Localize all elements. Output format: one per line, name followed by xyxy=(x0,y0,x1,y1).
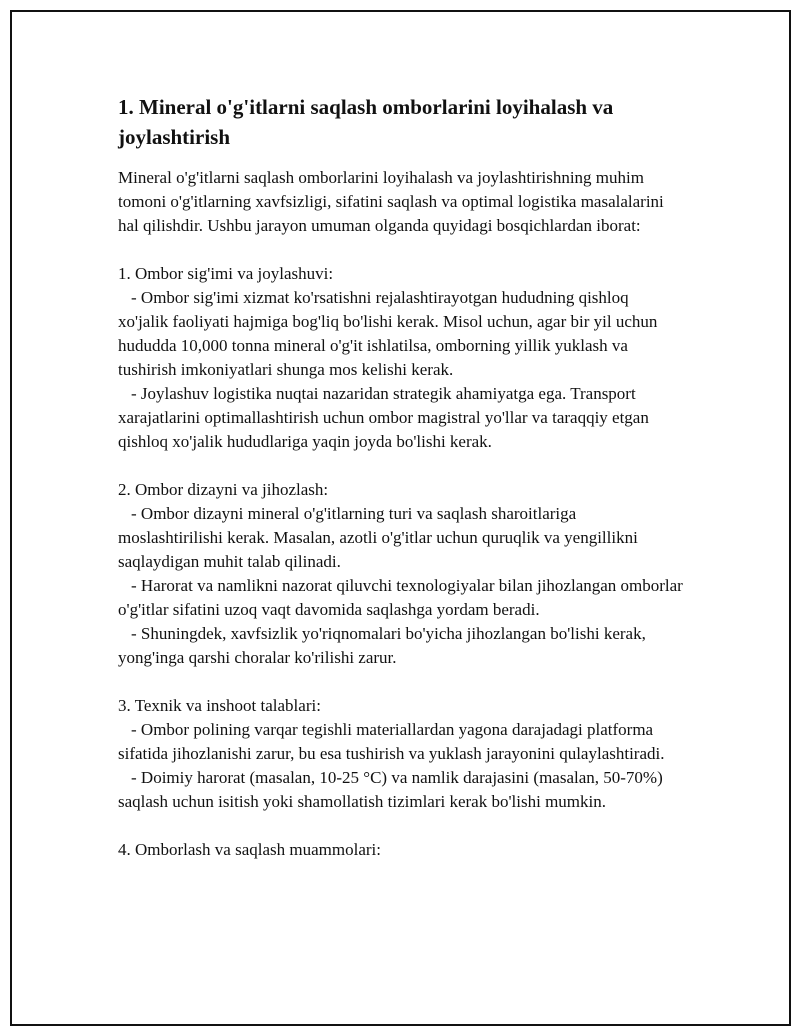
spacer xyxy=(118,814,683,838)
point-text: - Shuningdek, xavfsizlik yo'riqnomalari bo'yicha jihozlangan bo'lishi kerak, yong'inga qarshi choralar ko'rilishi zarur. xyxy=(118,624,646,667)
list-item-title: 1. Ombor sig'imi va joylashuvi: xyxy=(118,264,334,283)
list-item-point xyxy=(118,718,683,766)
point-text: - Ombor sig'imi xizmat ko'rsatishni rejalashtirayotgan hududning qishloq xo'jalik faoliyati hajmiga bog'liq bo'lishi kerak. Misol uchun, agar bir yil uchun hududda 10,000 tonna mineral o'g'it ishlatilsa, omborning yillik yuklash va tushirish imkoniyatlari shunga mos kelishi kerak. xyxy=(118,288,658,379)
list-item-point xyxy=(118,766,683,814)
spacer xyxy=(118,454,683,478)
list-item-title: 2. Ombor dizayni va jihozlash: xyxy=(118,480,329,499)
point-text: - Joylashuv logistika nuqtai nazaridan strategik ahamiyatga ega. Transport xarajatlarini optimallashtirish uchun ombor magistral yo'llar va taraqqiy etgan qishloq xo'jalik hududlariga yaqin joyda bo'lishi kerak. xyxy=(118,384,649,451)
list-item-point xyxy=(118,502,683,574)
list-item-point xyxy=(118,286,683,382)
point-text: - Harorat va namlikni nazorat qiluvchi texnologiyalar bilan jihozlangan omborlar o'g'itlar sifatini uzoq vaqt davomida saqlashga yordam beradi. xyxy=(118,576,683,619)
list-item-title: 4. Omborlash va saqlash muammolari: xyxy=(118,840,381,859)
document-body xyxy=(118,92,683,862)
list-item-point xyxy=(118,574,683,622)
point-text: - Ombor dizayni mineral o'g'itlarning turi va saqlash sharoitlariga moslashtirilishi kerak. Masalan, azotli o'g'itlar uchun quruqlik va yengillikni saqlaydigan muhit talab qilinadi. xyxy=(118,504,638,571)
list-item-point xyxy=(118,622,683,670)
list-item-point xyxy=(118,382,683,454)
intro-paragraph: Mineral o'g'itlarni saqlash omborlarini loyihalash va joylashtirishning muhim tomoni o'g'itlarning xavfsizligi, sifatini saqlash va optimal logistika masalalarini hal qilishdir. Ushbu jarayon umuman olganda quyidagi bosqichlardan iborat: xyxy=(118,168,664,235)
section-heading: 1. Mineral o'g'itlarni saqlash omborlarini loyihalash va joylashtirish xyxy=(118,95,614,149)
point-text: - Ombor polining varqar tegishli materiallardan yagona darajadagi platforma sifatida jihozlanishi zarur, bu esa tushirish va yuklash jarayonini qulaylashtiradi. xyxy=(118,720,665,763)
point-text: - Doimiy harorat (masalan, 10-25 °C) va namlik darajasini (masalan, 50-70%) saqlash uchun isitish yoki shamollatish tizimlari kerak bo'lishi mumkin. xyxy=(118,768,663,811)
list-item-title: 3. Texnik va inshoot talablari: xyxy=(118,696,321,715)
spacer xyxy=(118,238,683,262)
spacer xyxy=(118,670,683,694)
